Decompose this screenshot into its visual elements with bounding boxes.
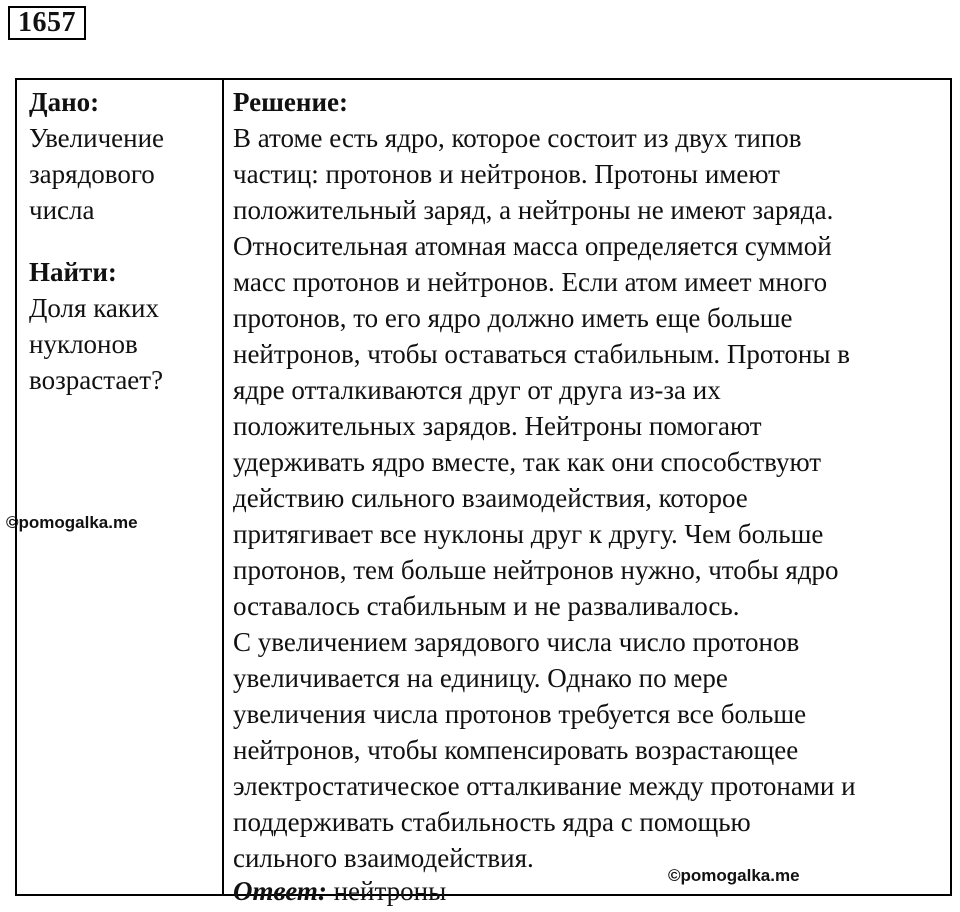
problem-number: 1657 <box>8 6 86 40</box>
given-heading: Дано: <box>29 87 100 117</box>
watermark-right: ©pomogalka.me <box>668 866 800 885</box>
given-column <box>29 84 214 398</box>
find-text: Доля каких нуклонов возрастает? <box>29 293 164 395</box>
watermark-left: ©pomogalka.me <box>6 513 138 532</box>
answer-value: нейтроны <box>333 876 447 906</box>
solution-table <box>15 78 952 906</box>
answer-line <box>233 876 949 912</box>
solution-text: В атоме есть ядро, которое состоит из двух типов частиц: протонов и нейтронов. Протоны имеют положительный заряд, а нейтроны не имеют заряда. Относительная атомная масса определяется суммой масс протонов и нейтронов. Если атом имеет много протонов, то его ядро должно иметь еще больше нейтронов, чтобы оставаться стабильным. Протоны в ядре отталкиваются друг от друга из-за их положительных зарядов. Нейтроны помогают удерживать ядро вместе, так как они способствуют действию сильного взаимодействия, которое притягивает все нуклоны друг к другу. Чем больше протонов, тем больше нейтронов нужно, чтобы ядро оставалось стабильным и не разваливалось. С увеличением зарядового числа число протонов увеличивается на единицу. Однако по мере увеличения числа протонов требуется все больше нейтронов, чтобы компенсировать возрастающее электростатическое отталкивание между протонами и поддерживать стабильность ядра с помощью сильного взаимодействия. <box>233 123 856 873</box>
solution-heading: Решение: <box>233 87 348 117</box>
solution-column <box>233 84 949 912</box>
given-text: Увеличение зарядового числа <box>29 123 165 225</box>
answer-label: Ответ: <box>233 876 327 906</box>
find-heading: Найти: <box>29 257 117 287</box>
column-divider <box>222 80 224 894</box>
